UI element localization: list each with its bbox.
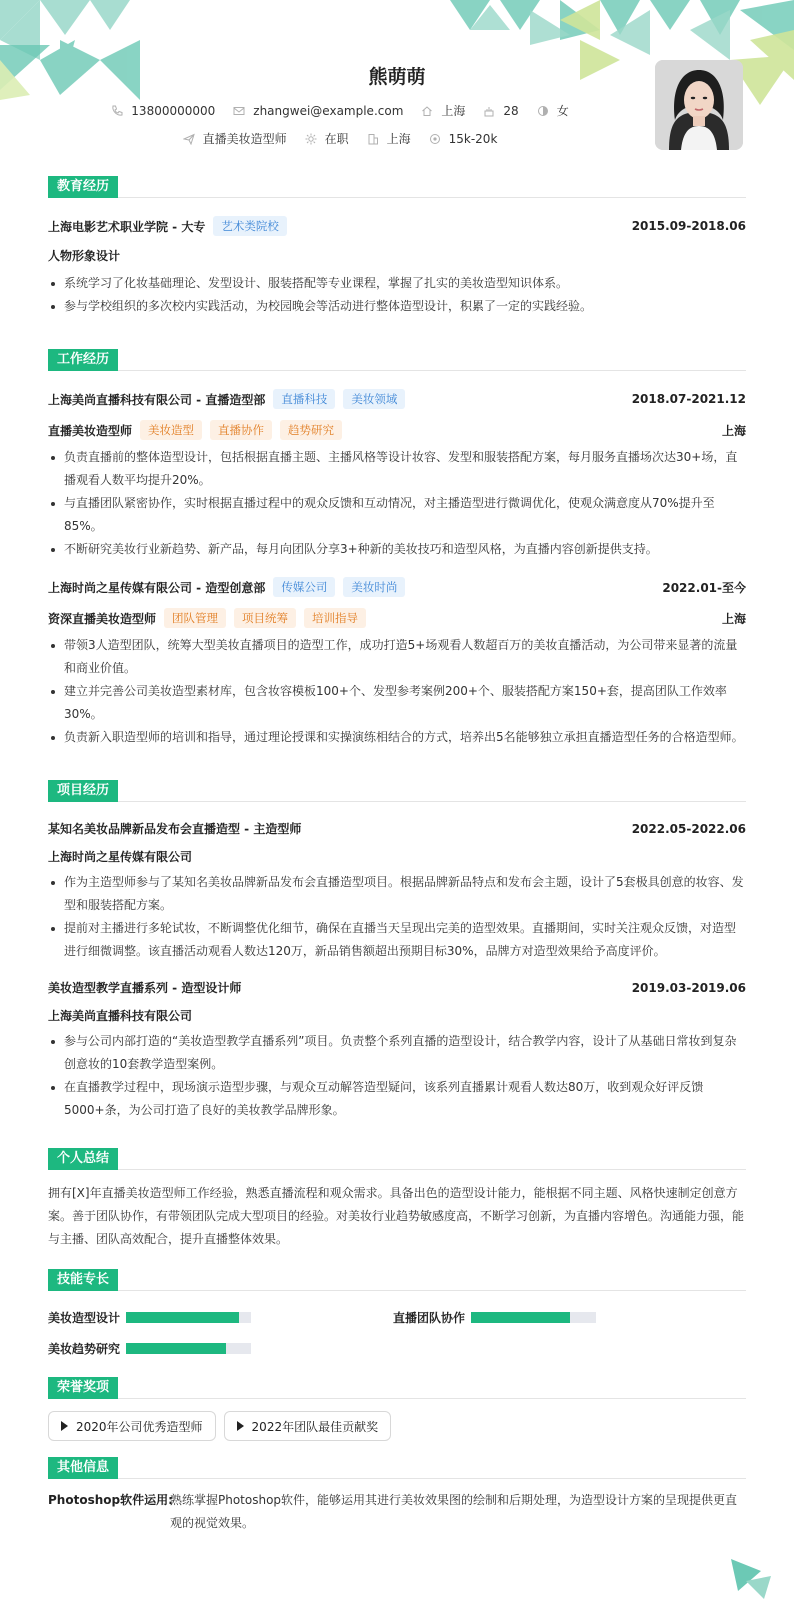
projects-section (48, 778, 746, 1122)
list-item: 负责新入职造型师的培训和指导，通过理论授课和实操演练相结合的方式，培养出5名能够独立承担直播造型任务的合格造型师。 (48, 726, 746, 749)
section-divider (48, 370, 746, 371)
work-entry (48, 389, 746, 561)
work-bullets (48, 634, 746, 749)
email-text: zhangwei@example.com (253, 103, 404, 118)
school-name: 上海电影艺术职业学院 - 大专 (48, 219, 206, 234)
work-city: 上海 (721, 611, 746, 626)
skill-bar-fill (471, 1312, 570, 1323)
summary-section-header (48, 1146, 746, 1170)
project-company: 上海美尚直播科技有限公司 (48, 1009, 193, 1023)
target-city-item (367, 130, 411, 147)
skill-item (48, 1340, 393, 1357)
section-divider (48, 1290, 746, 1291)
company-tag: 传媒公司 (273, 577, 335, 597)
other-info-value: 熟练掌握Photoshop软件，能够运用其进行美妆效果图的绘制和后期处理，为造型设计方案的呈现提供更直观的视觉效果。 (170, 1493, 738, 1530)
award-item (224, 1411, 392, 1441)
list-item: 在直播教学过程中，现场演示造型步骤，与观众互动解答造型疑问，该系列直播累计观看人数达80万，收到观众好评反馈5000+条，为公司打造了良好的美妆教学品牌形象。 (48, 1076, 746, 1122)
gender-text: 女 (556, 104, 569, 118)
section-divider (48, 1169, 746, 1170)
list-item: 系统学习了化妆基础理论、发型设计、服装搭配等专业课程，掌握了扎实的美妆造型知识体系。 (48, 272, 746, 295)
other-section (48, 1455, 746, 1535)
projects-section-header (48, 778, 746, 802)
company-tag: 美妆时尚 (343, 577, 405, 597)
work-section-header (48, 347, 746, 371)
work-section-title: 工作经历 (48, 349, 118, 371)
major: 人物形象设计 (48, 249, 121, 263)
role-tag: 美妆造型 (140, 420, 202, 440)
email-item (233, 104, 403, 118)
summary-section (48, 1146, 746, 1251)
awards-section-title: 荣誉奖项 (48, 1377, 118, 1399)
work-bullets (48, 446, 746, 561)
list-item: 提前对主播进行多轮试妆，不断调整优化细节，确保在直播当天呈现出完美的造型效果。直播期间，实时关注观众反馈，对造型进行细微调整。该直播活动观看人数达120万，新品销售额超出预期目标30%，品牌方对造型效果给予高度评价。 (48, 917, 746, 963)
project-date: 2022.05-2022.06 (631, 821, 746, 836)
company-name: 上海时尚之星传媒有限公司 - 造型创意部 (48, 580, 266, 595)
cake-icon (483, 105, 495, 117)
work-city: 上海 (721, 423, 746, 438)
work-date: 2022.01-至今 (662, 580, 746, 595)
skills-section (48, 1267, 746, 1357)
projects-section-title: 项目经历 (48, 780, 118, 802)
age-item (483, 104, 518, 118)
location-text: 上海 (441, 104, 466, 118)
awards-list (48, 1411, 746, 1441)
skill-name: 直播团队协作 (393, 1311, 466, 1325)
gender-icon (537, 105, 549, 117)
project-bullets (48, 871, 746, 963)
role-tag: 直播协作 (210, 420, 272, 440)
list-item: 与直播团队紧密协作，实时根据直播过程中的观众反馈和互动情况，对主播造型进行微调优化，使观众满意度从70%提升至85%。 (48, 492, 746, 538)
project-title: 美妆造型教学直播系列 - 造型设计师 (48, 981, 242, 995)
summary-text: 拥有[X]年直播美妆造型师工作经验，熟悉直播流程和观众需求。具备出色的造型设计能力，能根据不同主题、风格快速制定创意方案。善于团队协作，有带领团队完成大型项目的经验。对美妆行业趋势敏感度高，不断学习创新，为直播内容增色。沟通能力强，能与主播、团队高效配合，提升直播整体效果。 (48, 1186, 745, 1246)
building-icon (367, 133, 379, 145)
phone-icon (111, 105, 123, 117)
company-tag: 直播科技 (273, 389, 335, 409)
target-position-text: 直播美妆造型师 (202, 132, 287, 146)
work-role-row (48, 608, 746, 628)
award-item (48, 1411, 216, 1441)
phone-text: 13800000000 (131, 103, 216, 118)
work-section (48, 347, 746, 749)
list-item: 不断研究美妆行业新趋势、新产品，每月向团队分享3+种新的美妆技巧和造型风格，为直播内容创新提供支持。 (48, 538, 746, 561)
home-icon (421, 105, 433, 117)
education-bullets (48, 272, 746, 318)
education-section-header (48, 174, 746, 198)
other-info-row (48, 1489, 746, 1535)
target-city-text: 上海 (386, 132, 411, 146)
section-divider (48, 1398, 746, 1399)
skill-bar (126, 1343, 251, 1354)
list-item: 带领3人造型团队，统筹大型美妆直播项目的造型工作，成功打造5+场观看人数超百万的美妆直播活动，为公司带来显著的流量和商业价值。 (48, 634, 746, 680)
awards-section (48, 1375, 746, 1441)
work-entry-header (48, 577, 746, 597)
skill-name: 美妆造型设计 (48, 1311, 121, 1325)
skill-bar-fill (126, 1343, 226, 1354)
skills-section-header (48, 1267, 746, 1291)
school-tag: 艺术类院校 (213, 216, 287, 236)
skills-section-title: 技能专长 (48, 1269, 118, 1291)
job-intent-row (0, 130, 680, 147)
list-item: 负责直播前的整体造型设计，包括根据直播主题、主播风格等设计妆容、发型和服装搭配方案，每月服务直播场次达30+场，直播观看人数平均提升20%。 (48, 446, 746, 492)
play-icon (237, 1421, 244, 1431)
list-item: 建立并完善公司美妆造型素材库，包含妆容模板100+个、发型参考案例200+个、服装搭配方案150+套，提高团队工作效率30%。 (48, 680, 746, 726)
salary-item (429, 132, 498, 146)
gender-item (537, 102, 569, 119)
award-label: 2020年公司优秀造型师 (76, 1419, 203, 1434)
role-tag: 项目统筹 (234, 608, 296, 628)
footer-decoration (726, 1551, 776, 1601)
work-entry-header (48, 389, 746, 409)
skill-item (48, 1309, 393, 1326)
status-text: 在职 (324, 132, 349, 146)
skill-item (393, 1309, 738, 1326)
status-item (305, 130, 349, 147)
role-tag: 团队管理 (164, 608, 226, 628)
profile-photo (655, 60, 743, 150)
summary-section-title: 个人总结 (48, 1148, 118, 1170)
phone-item (111, 104, 215, 118)
job-role: 资深直播美妆造型师 (48, 611, 157, 626)
salary-text: 15k-20k (448, 131, 498, 146)
work-entry (48, 577, 746, 749)
project-date: 2019.03-2019.06 (631, 980, 746, 995)
company-tag: 美妆领域 (343, 389, 405, 409)
list-item: 作为主造型师参与了某知名美妆品牌新品发布会直播造型项目。根据品牌新品特点和发布会主题，设计了5套极具创意的妆容、发型和服装搭配方案。 (48, 871, 746, 917)
other-section-title: 其他信息 (48, 1457, 118, 1479)
project-title: 某知名美妆品牌新品发布会直播造型 - 主造型师 (48, 822, 302, 836)
skill-bar (471, 1312, 596, 1323)
target-position-item (183, 130, 287, 147)
age-text: 28 (503, 103, 519, 118)
job-role: 直播美妆造型师 (48, 423, 133, 438)
skill-bar (126, 1312, 251, 1323)
location-item (421, 102, 465, 119)
play-icon (61, 1421, 68, 1431)
education-section (48, 174, 746, 318)
company-name: 上海美尚直播科技有限公司 - 直播造型部 (48, 392, 266, 407)
list-item: 参与公司内部打造的“美妆造型教学直播系列”项目。负责整个系列直播的造型设计，结合教学内容，设计了从基础日常妆到复杂创意妆的10套教学造型案例。 (48, 1030, 746, 1076)
project-bullets (48, 1030, 746, 1122)
education-section-title: 教育经历 (48, 176, 118, 198)
section-divider (48, 197, 746, 198)
send-icon (183, 133, 195, 145)
mail-icon (233, 105, 245, 117)
project-entry (48, 820, 746, 963)
project-entry (48, 979, 746, 1122)
other-section-header (48, 1455, 746, 1479)
role-tag: 趋势研究 (280, 420, 342, 440)
other-info-key: Photoshop软件运用: (48, 1493, 173, 1507)
section-divider (48, 1478, 746, 1479)
work-role-row (48, 420, 746, 440)
candidate-name: 熊萌萌 (368, 66, 426, 88)
list-item: 参与学校组织的多次校内实践活动，为校园晚会等活动进行整体造型设计，积累了一定的实践经验。 (48, 295, 746, 318)
contact-row (0, 102, 680, 119)
work-date: 2018.07-2021.12 (631, 392, 746, 406)
education-date: 2015.09-2018.06 (631, 219, 746, 233)
project-entry-header (48, 979, 746, 996)
project-entry-header (48, 820, 746, 837)
role-tag: 培训指导 (304, 608, 366, 628)
resume-header (0, 0, 794, 170)
awards-section-header (48, 1375, 746, 1399)
section-divider (48, 801, 746, 802)
education-entry-header (48, 216, 746, 236)
project-company: 上海时尚之星传媒有限公司 (48, 850, 193, 864)
skills-list (48, 1309, 746, 1357)
skill-bar-fill (126, 1312, 239, 1323)
salary-icon (429, 133, 441, 145)
award-label: 2022年团队最佳贡献奖 (251, 1419, 379, 1434)
status-icon (305, 133, 317, 145)
skill-name: 美妆趋势研究 (48, 1342, 121, 1356)
